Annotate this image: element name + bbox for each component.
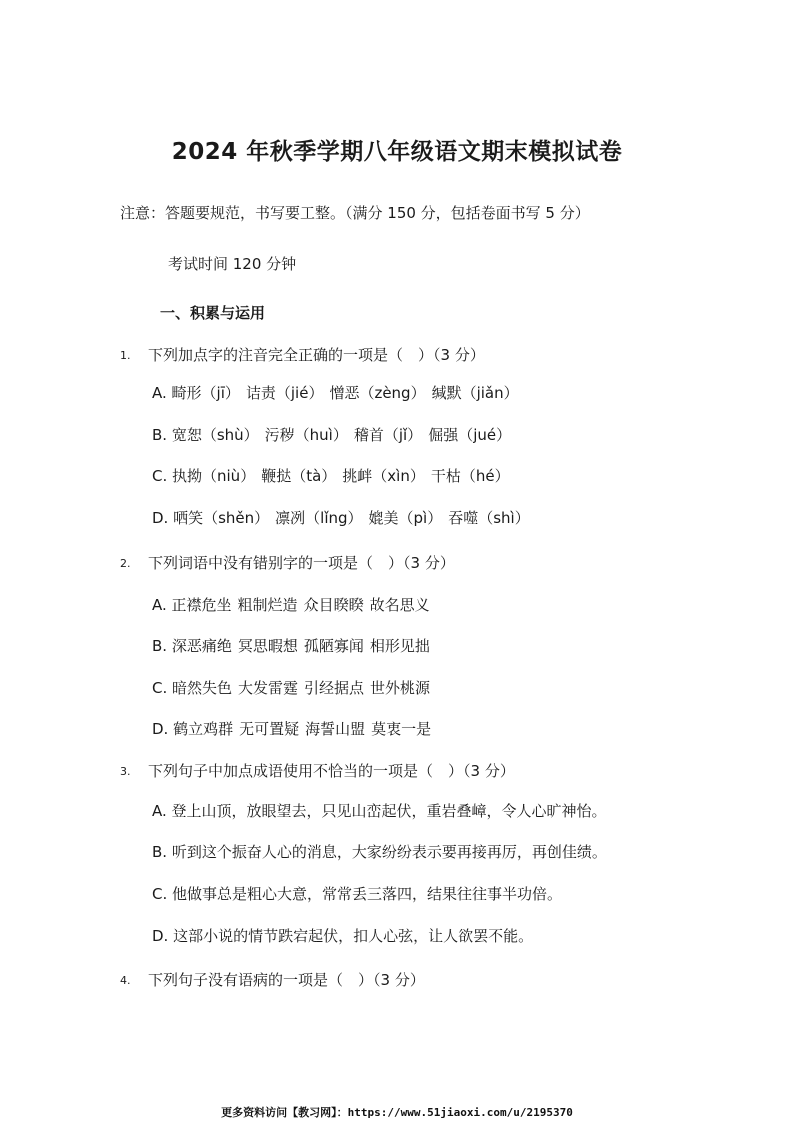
option-2b: B. 深恶痛绝 冥思暇想 孤陋寡闻 相形见拙 bbox=[152, 637, 430, 655]
option-3c: C. 他做事总是粗心大意，常常丢三落四，结果往往事半功倍。 bbox=[152, 885, 563, 903]
footer-link[interactable]: 更多资料访问【教习网】：https://www.51jiaoxi.com/u/2195370 bbox=[221, 1106, 573, 1119]
option-1b: B. 宽恕（shù） 污秽（huì） 稽首（jǐ） 倔强（jué） bbox=[152, 426, 512, 444]
question-number: 1. bbox=[120, 349, 131, 362]
question-text: 下列加点字的注音完全正确的一项是（ ）（3 分） bbox=[148, 346, 485, 364]
section-heading: 一、积累与运用 bbox=[160, 304, 266, 322]
option-1a: A. 畸形（jī） 诘责（jié） 憎恶（zèng） 缄默（jiǎn） bbox=[152, 384, 519, 402]
question-number: 4. bbox=[120, 974, 131, 987]
exam-title: 2024 年秋季学期八年级语文期末模拟试卷 bbox=[171, 139, 623, 165]
option-2d: D. 鹤立鸡群 无可置疑 海誓山盟 莫衷一是 bbox=[152, 720, 432, 738]
option-2a: A. 正襟危坐 粗制烂造 众目睽睽 故名思义 bbox=[152, 596, 430, 614]
exam-time: 考试时间 120 分钟 bbox=[168, 255, 297, 273]
question-text: 下列句子中加点成语使用不恰当的一项是（ ）（3 分） bbox=[148, 762, 515, 780]
question-number: 2. bbox=[120, 557, 131, 570]
option-3d: D. 这部小说的情节跌宕起伏，扣人心弦，让人欲罢不能。 bbox=[152, 927, 534, 945]
question-2 bbox=[120, 552, 455, 573]
option-2c: C. 暗然失色 大发雷霆 引经据点 世外桃源 bbox=[152, 679, 431, 697]
option-1d: D. 哂笑（shěn） 凛冽（lǐng） 媲美（pì） 吞噬（shì） bbox=[152, 509, 530, 527]
option-1c: C. 执拗（niù） 鞭挞（tà） 挑衅（xìn） 干枯（hé） bbox=[152, 467, 510, 485]
option-3b: B. 听到这个振奋人心的消息，大家纷纷表示要再接再厉，再创佳绩。 bbox=[152, 843, 607, 861]
question-3 bbox=[120, 760, 515, 781]
question-text: 下列句子没有语病的一项是（ ）（3 分） bbox=[148, 971, 425, 989]
question-number: 3. bbox=[120, 765, 131, 778]
question-1 bbox=[120, 344, 485, 365]
question-text: 下列词语中没有错别字的一项是（ ）（3 分） bbox=[148, 554, 455, 572]
option-3a: A. 登上山顶，放眼望去，只见山峦起伏，重岩叠嶂，令人心旷神怡。 bbox=[152, 802, 607, 820]
question-4 bbox=[120, 969, 425, 990]
exam-notice: 注意：答题要规范，书写要工整。（满分 150 分，包括卷面书写 5 分） bbox=[120, 204, 590, 222]
